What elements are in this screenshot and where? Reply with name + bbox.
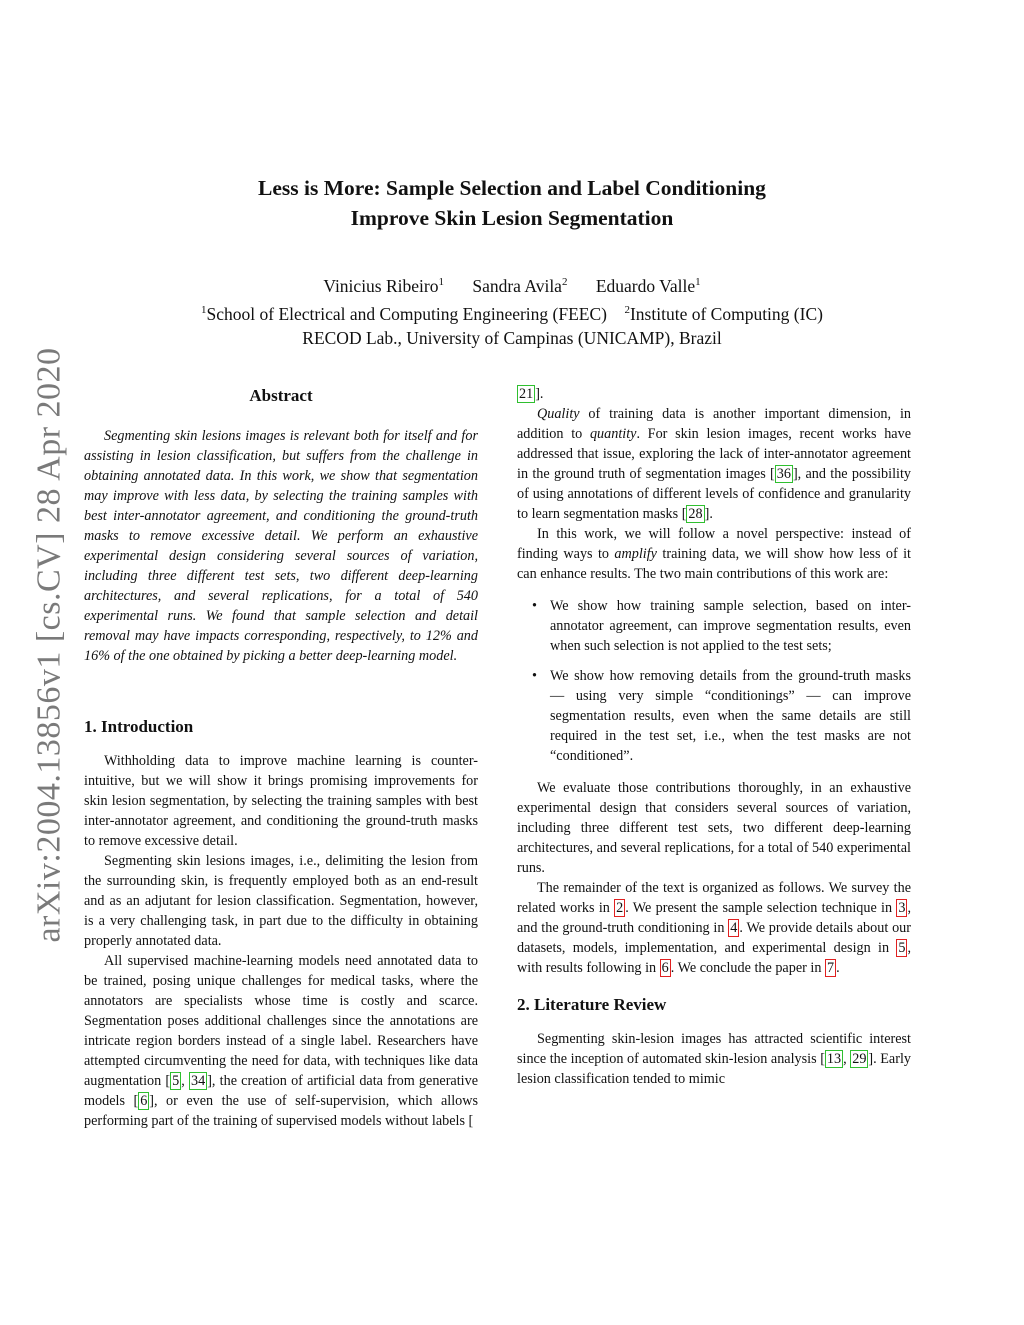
list-item: • We show how training sample selection, based on inter-annotator agreement, can improve segmentation results, even when such selection is not applied to the test sets; bbox=[517, 596, 911, 656]
author-names bbox=[0, 270, 1024, 298]
section-link[interactable]: 5 bbox=[898, 940, 906, 956]
author-block bbox=[0, 270, 1024, 350]
citation-link[interactable]: 28 bbox=[688, 506, 703, 522]
intro-paragraph-3: All supervised machine-learning models need annotated data to be trained, posing unique challenges for medical tasks, where the annotators are specialists whose time is costly and scarce. Segmentation poses additional challenges since the annotations are intricate region borders instead of a single label. Researchers have attempted circumventing the need for data, with techniques like data augmentation [ 5 , 34 ], the creation of artificial data from generative models [ 6 ], or even the use of self-supervision, which allows performing part of the training of supervised models without labels [ bbox=[84, 953, 479, 1129]
citation-link[interactable]: 34 bbox=[191, 1073, 206, 1089]
literature-review-heading: 2. Literature Review bbox=[517, 995, 667, 1014]
arxiv-identifier-text: arXiv:2004.13856v1 [cs.CV] 28 Apr 2020 bbox=[31, 347, 68, 943]
citation-link[interactable]: 6 bbox=[140, 1093, 148, 1109]
abstract-heading: Abstract bbox=[249, 386, 313, 405]
citation-link[interactable]: 29 bbox=[852, 1051, 867, 1067]
intro-paragraph-5: In this work, we will follow a novel perspective: instead of finding ways to amplify training data, we will show how less of it can enhance results. The two main contributions of this work are: bbox=[517, 526, 911, 582]
author-1: Vinicius Ribeiro$^1$ bbox=[323, 275, 444, 296]
section-link[interactable]: 4 bbox=[730, 920, 738, 936]
arxiv-identifier bbox=[29, 347, 71, 943]
intro-paragraph-1: Withholding data to improve machine learning is counter-intuitive, but we will show it brings promising improvements for skin lesion segmentation, by selecting the training samples with best inter-annotator agreement, and conditioning the ground-truth masks to remove excessive detail. bbox=[84, 753, 478, 849]
lab-affiliation: RECOD Lab., University of Campinas (UNICAMP), Brazil bbox=[302, 327, 722, 348]
intro-paragraph-2: Segmenting skin lesions images, i.e., delimiting the lesion from the surrounding skin, is frequently employed both as an end-result and as an adjutant for lesion classification. Segmentation, however, is a very challenging task, in part due to the difficulty in obtaining properly annotated data. bbox=[84, 853, 478, 949]
author-3: Eduardo Valle$^1$ bbox=[595, 275, 701, 296]
right-column bbox=[517, 384, 911, 1089]
affiliations: $^1$School of Electrical and Computing Engineering (FEEC) $^2$Institute of Computing (IC) bbox=[201, 303, 823, 324]
section-link[interactable]: 6 bbox=[661, 960, 669, 976]
affiliation-1: School of Electrical and Computing Engineering (FEEC) bbox=[206, 303, 607, 324]
introduction-heading: 1. Introduction bbox=[84, 717, 194, 736]
intro-paragraph-3-cont: 21 ]. bbox=[519, 386, 544, 402]
intro-paragraph-6: We evaluate those contributions thoroughly, in an exhaustive experimental design that considers several sources of variation, including three different test sets, two different deep-learning architectures, and several replications, for a total of 540 experimental runs. bbox=[517, 780, 911, 876]
section-link[interactable]: 3 bbox=[898, 900, 906, 916]
author-2: Sandra Avila$^2$ bbox=[472, 275, 568, 296]
paper-title bbox=[0, 173, 1024, 233]
title-line-2: Improve Skin Lesion Segmentation bbox=[350, 206, 674, 230]
section-link[interactable]: 7 bbox=[826, 960, 835, 976]
list-item: • We show how removing details from the ground-truth masks — using very simple “conditionings” — can improve segmentation results, even when the same details are still required in the test set, i.e., when the test masks are not “conditioned”. bbox=[517, 666, 911, 766]
contributions-list bbox=[517, 596, 911, 766]
affiliation-2: Institute of Computing (IC) bbox=[629, 303, 823, 324]
intro-paragraph-4: Quality of training data is another important dimension, in addition to quantity. For skin lesion images, recent works have addressed that issue, exploring the lack of inter-annotator agreement in the ground truth of segmentation images [ 36 ], and the possibility of using annotations of different levels of confidence and granularity to learn segmentation masks [ 28 ]. bbox=[517, 406, 912, 522]
citation-link[interactable]: 13 bbox=[826, 1051, 842, 1067]
title-line-1: Less is More: Sample Selection and Label Conditioning bbox=[258, 176, 766, 200]
citation-link[interactable]: 21 bbox=[519, 386, 534, 402]
citation-link[interactable]: 36 bbox=[776, 466, 791, 482]
abstract-section bbox=[84, 384, 478, 666]
section-link[interactable]: 2 bbox=[616, 900, 624, 916]
left-column bbox=[84, 384, 478, 1131]
intro-paragraph-7: The remainder of the text is organized as follows. We survey the related works in 2 . We present the sample selection technique in 3 , and the ground-truth conditioning in 4 . We provide details about our datasets, models, implementation, and experimental design in 5 , with results following in 6 . We conclude the paper in 7 . bbox=[517, 880, 911, 976]
abstract-text: Segmenting skin lesions images is relevant both for itself and for assisting in lesion classification, but suffers from the challenge in obtaining annotated data. In this work, we show that segmentation may improve with less data, by selecting the training samples with best inter-annotator agreement, and conditioning the ground-truth masks to remove excessive detail. We perform an exhaustive experimental design considering several sources of variation, including three different test sets, two different deep-learning architectures, and several replications, for a total of 540 experimental runs. We found that sample selection and detail removal may have impacts corresponding, respectively, to 12% and 16% of the one obtained by picking a better deep-learning model. bbox=[84, 428, 478, 664]
citation-link[interactable]: 5 bbox=[172, 1073, 180, 1089]
lit-paragraph-1: Segmenting skin-lesion images has attracted scientific interest since the inception of automated skin-lesion analysis [ 13 , 29 ]. Early lesion classification tended to mimic bbox=[517, 1031, 911, 1087]
